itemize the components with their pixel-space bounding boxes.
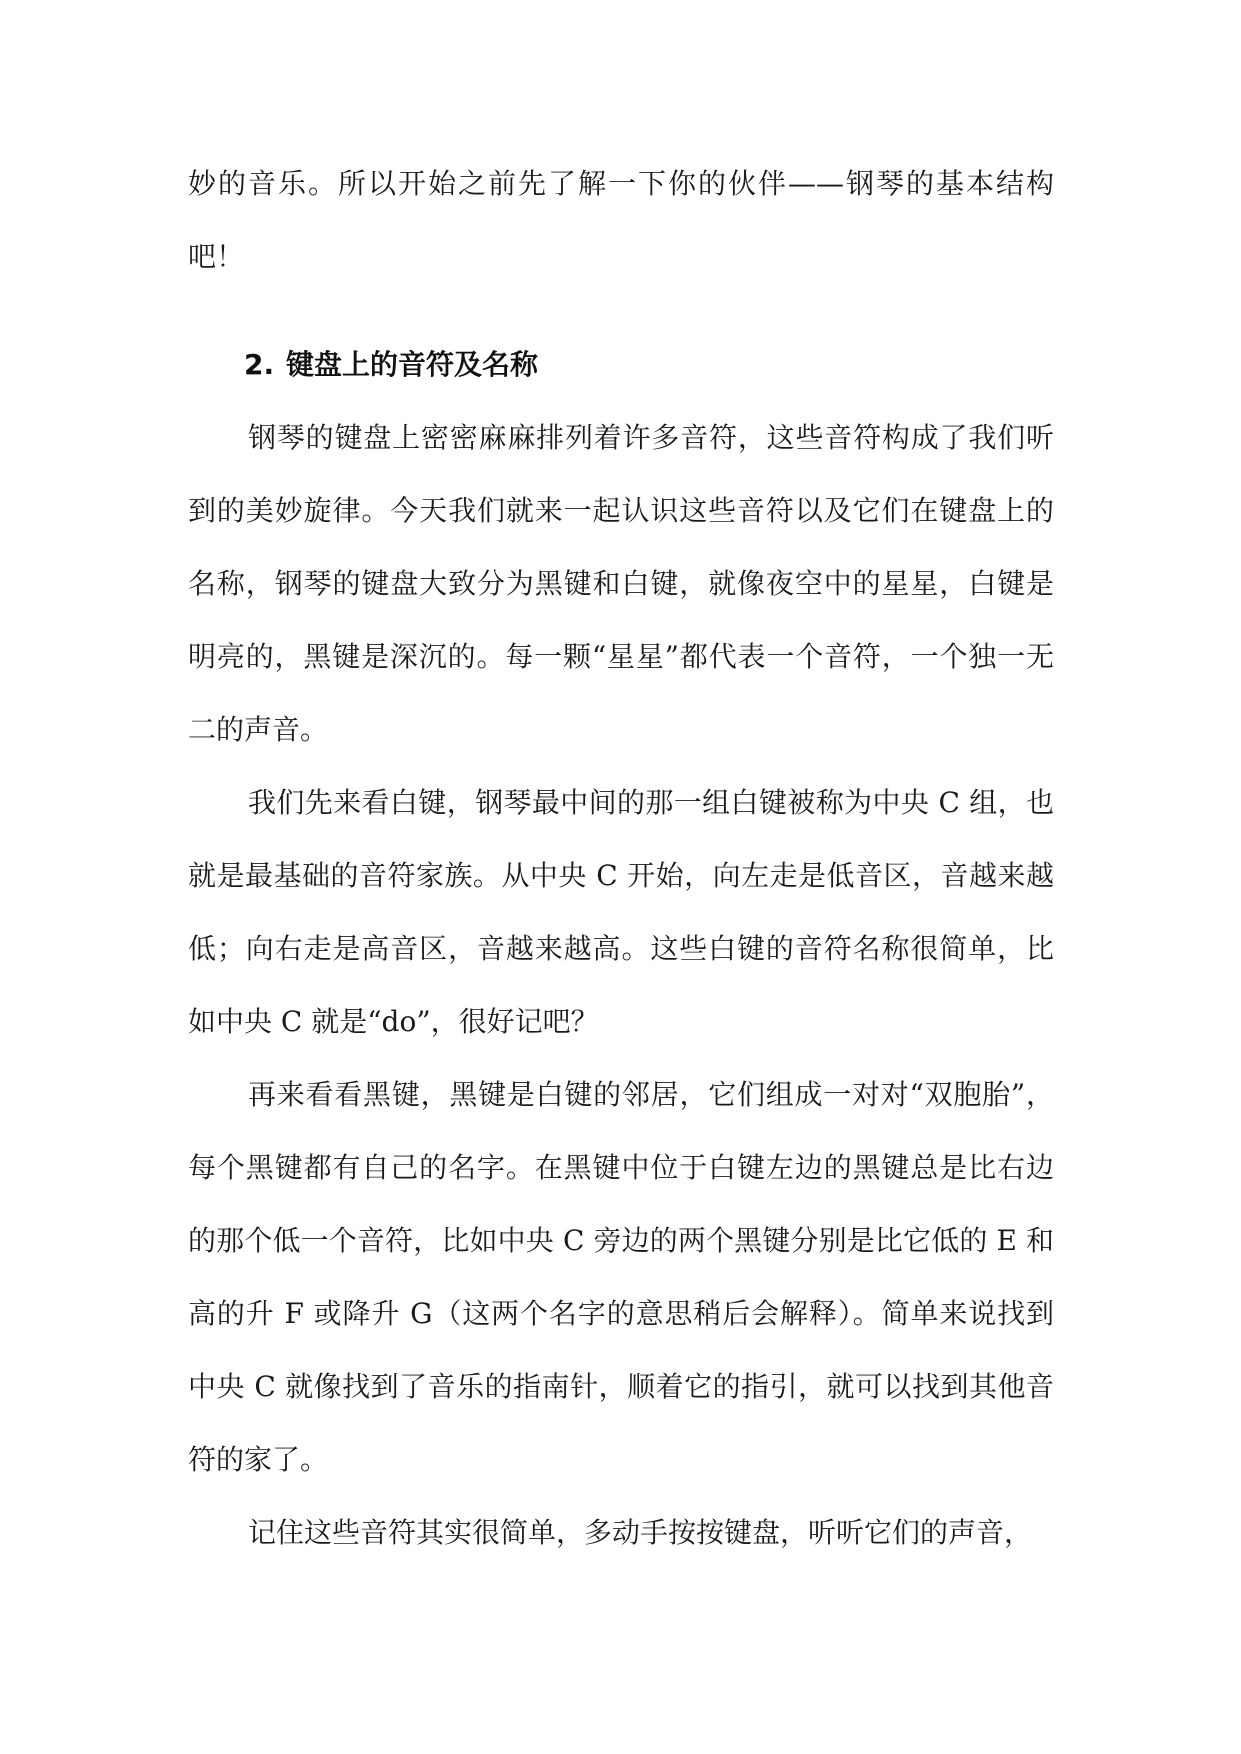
body-paragraph: 记住这些音符其实很简单，多动手按按键盘，听听它们的声音， — [248, 1516, 1033, 1549]
body-paragraph: 我们先来看白键，钢琴最中间的那一组白键被称为中央 C 组，也就是最基础的音符家族。从中央 C 开始，向左走是低音区，音越来越低；向右走是高音区，音越来越高。这些白键的音符名称很简单，比如中央 C 就是“do”，很好记吧？ — [188, 786, 1054, 1038]
intro-paragraph: 妙的音乐。所以开始之前先了解一下你的伙伴——钢琴的基本结构吧！ — [188, 167, 1054, 273]
section-title: 键盘上的音符及名称 — [286, 348, 539, 381]
section-heading — [188, 328, 1054, 401]
section-spacer — [188, 293, 1054, 328]
section-number: 2. — [244, 348, 275, 381]
body-paragraph: 钢琴的键盘上密密麻麻排列着许多音符，这些音符构成了我们听到的美妙旋律。今天我们就来一起认识这些音符以及它们在键盘上的名称，钢琴的键盘大致分为黑键和白键，就像夜空中的星星，白键是明亮的，黑键是深沉的。每一颗“星星”都代表一个音符，一个独一无二的声音。 — [188, 421, 1054, 746]
body-paragraph: 再来看看黑键，黑键是白键的邻居，它们组成一对对“双胞胎”，每个黑键都有自己的名字。在黑键中位于白键左边的黑键总是比右边的那个低一个音符，比如中央 C 旁边的两个黑键分别是比它低的 E 和高的升 F 或降升 G（这两个名字的意思稍后会解释）。简单来说找到中央 C 就像找到了音乐的指南针，顺着它的指引，就可以找到其他音符的家了。 — [188, 1078, 1054, 1476]
document-body — [188, 147, 1054, 1569]
